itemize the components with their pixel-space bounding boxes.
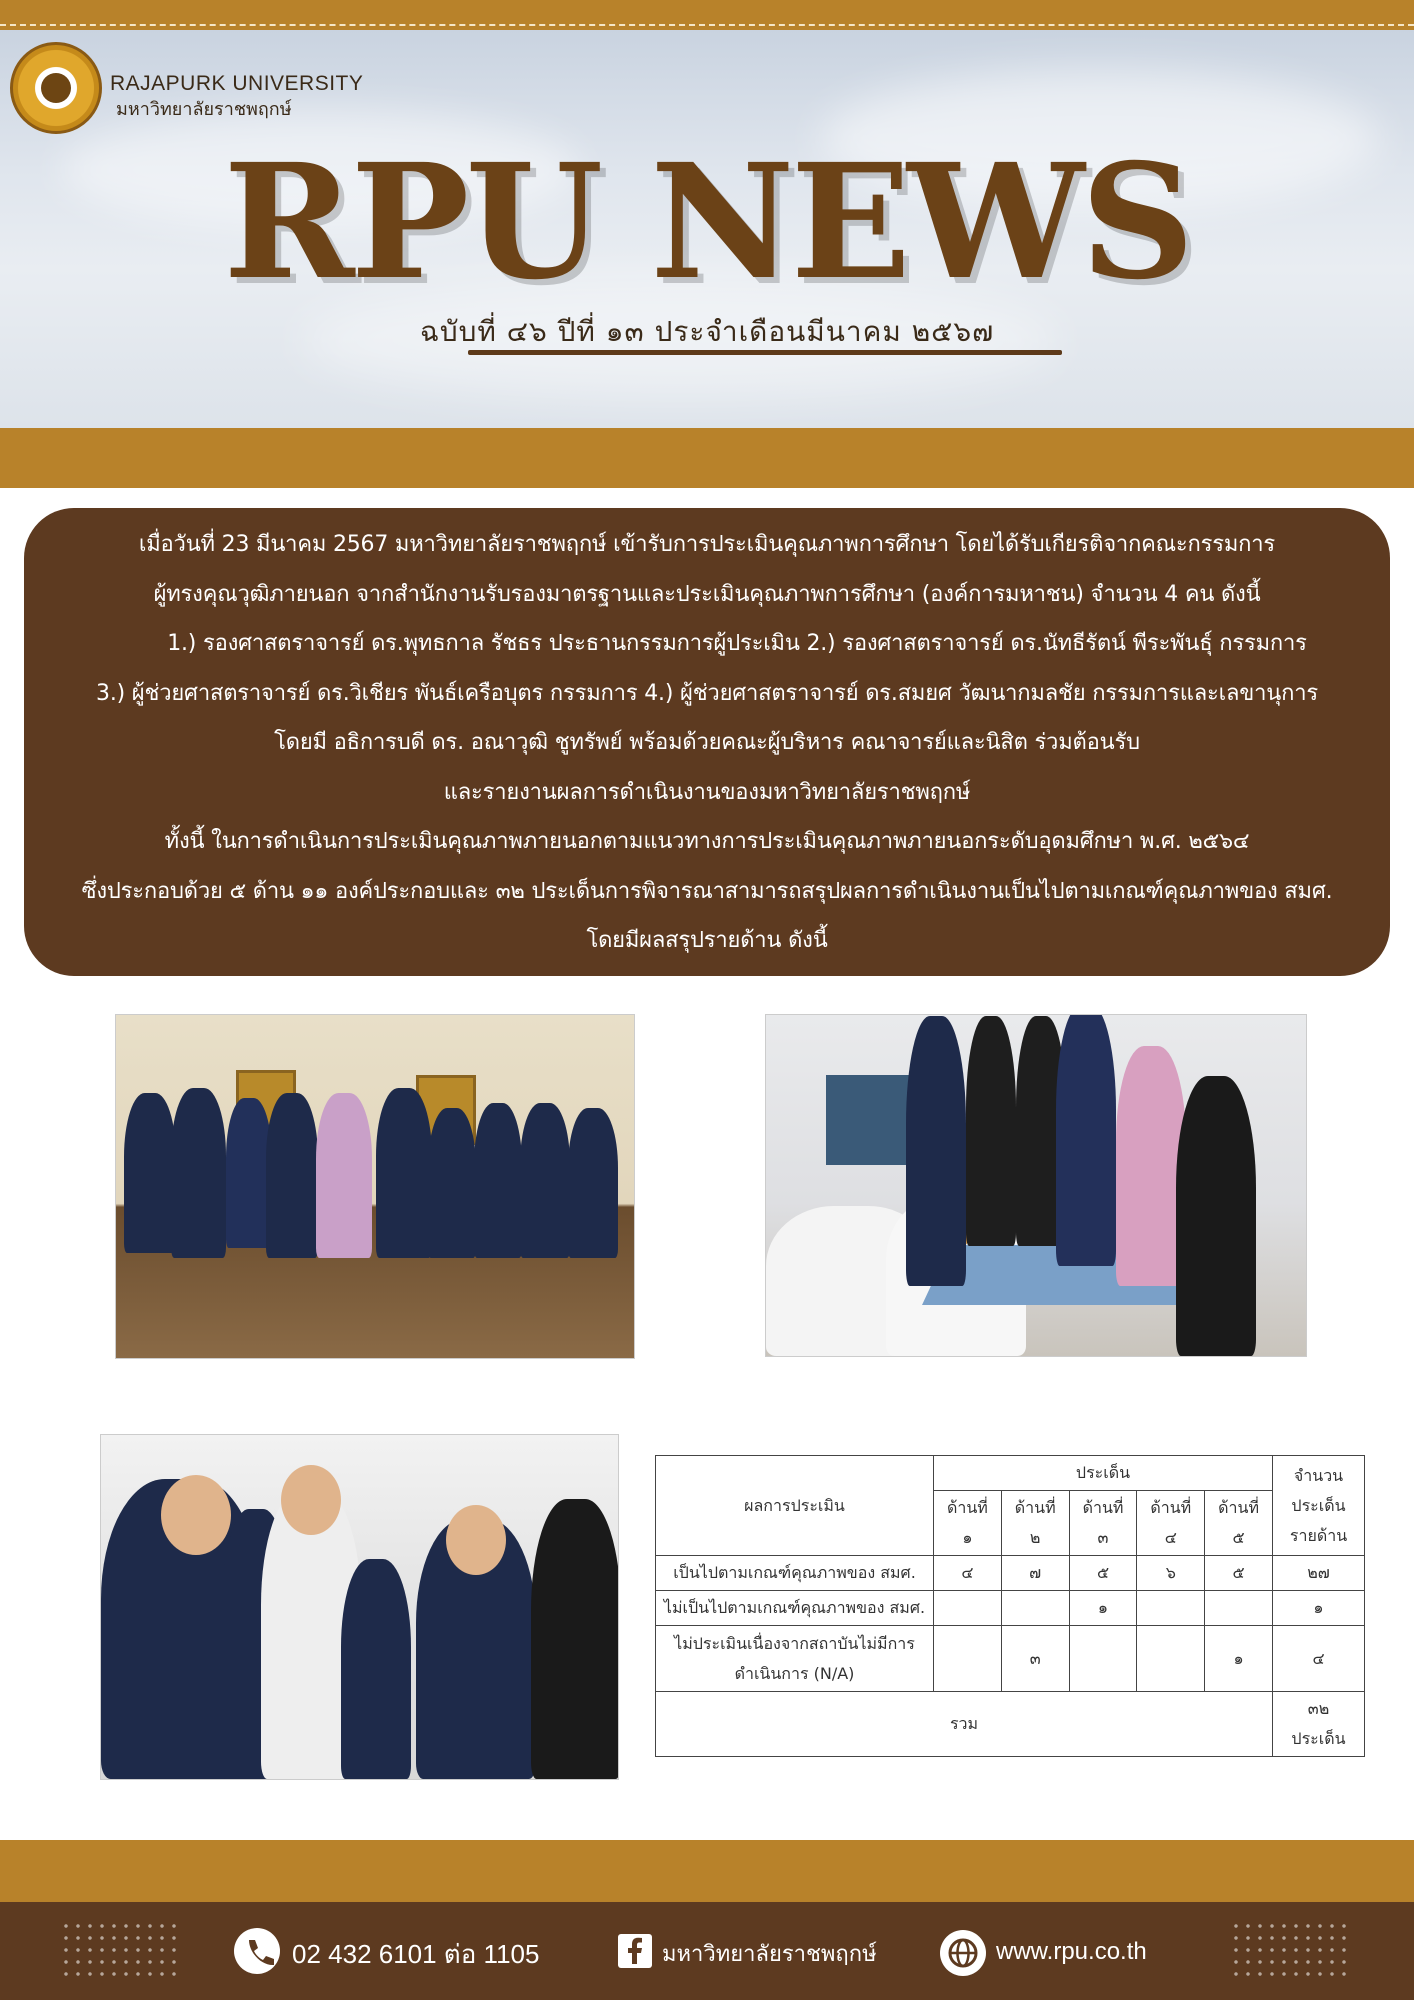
side-header: ด้านที่ ๔: [1137, 1491, 1205, 1556]
intro-line: ทั้งนี้ ในการดำเนินการประเมินคุณภาพภายนอกตามแนวทางการประเมินคุณภาพภายนอกระดับอุดมศึกษา พ.ศ. ๒๕๖๔: [164, 829, 1250, 854]
footer: [0, 1902, 1414, 2000]
photo-group-meeting: [115, 1014, 635, 1359]
facebook-icon: [618, 1934, 652, 1968]
intro-line: โดยมีผลสรุปรายด้าน ดังนี้: [586, 928, 828, 953]
university-name-th: มหาวิทยาลัยราชพฤกษ์: [116, 99, 292, 120]
footer-band: [0, 1840, 1414, 1902]
intro-line: 3.) ผู้ช่วยศาสตราจารย์ ดร.วิเชียร พันธ์เครือบุตร กรรมการ 4.) ผู้ช่วยศาสตราจารย์ ดร.สมยศ วัฒนากมลชัย กรรมการและเลขานุการ: [96, 680, 1318, 706]
photo-inspection: [765, 1014, 1307, 1357]
table-row: ไม่เป็นไปตามเกณฑ์คุณภาพของ สมศ. ๑ ๑: [656, 1591, 1365, 1626]
header-band: [0, 428, 1414, 488]
phone-icon: [234, 1928, 280, 1974]
facebook-page[interactable]: มหาวิทยาลัยราชพฤกษ์: [662, 1942, 877, 1967]
header-issue: ประเด็น: [934, 1456, 1273, 1491]
university-name-en: RAJAPURK UNIVERSITY: [110, 72, 364, 95]
intro-line: ซึ่งประกอบด้วย ๕ ด้าน ๑๑ องค์ประกอบและ ๓๒ ประเด็นการพิจารณาสามารถสรุปผลการดำเนินงานเป็นไปตามเกณฑ์คุณภาพของ สมศ.: [81, 878, 1333, 904]
globe-icon: [940, 1930, 986, 1976]
side-header: ด้านที่ ๓: [1069, 1491, 1137, 1556]
newsletter-title: RPU NEWS: [223, 130, 1191, 315]
header-total: จำนวน ประเด็น รายด้าน: [1273, 1456, 1365, 1556]
top-bar: [0, 0, 1414, 30]
intro-box: [24, 508, 1390, 976]
table-row: ไม่ประเมินเนื่องจากสถาบันไม่มีการ ดำเนินการ (N/A) ๓ ๑ ๔: [656, 1626, 1365, 1692]
intro-line: และรายงานผลการดำเนินงานของมหาวิทยาลัยราชพฤกษ์: [443, 779, 971, 805]
dashed-line: [0, 24, 1414, 26]
header-result: ผลการประเมิน: [656, 1456, 934, 1556]
intro-line: เมื่อวันที่ 23 มีนาคม 2567 มหาวิทยาลัยราชพฤกษ์ เข้ารับการประเมินคุณภาพการศึกษา โดยได้รับเกียรติจากคณะกรรมการ: [138, 532, 1276, 557]
dot-pattern: [60, 1920, 180, 1982]
table-sum-row: รวม ๓๒ ประเด็น: [656, 1692, 1365, 1757]
phone-number[interactable]: 02 432 6101 ต่อ 1105: [292, 1939, 540, 1969]
intro-line: 1.) รองศาสตราจารย์ ดร.พุทธกาล รัชธร ประธานกรรมการผู้ประเมิน 2.) รองศาสตราจารย์ ดร.นัทธีรัตน์ พีระพันธุ์ กรรมการ: [167, 631, 1307, 656]
side-header: ด้านที่ ๕: [1205, 1491, 1273, 1556]
website-link[interactable]: www.rpu.co.th: [996, 1938, 1147, 1965]
assessment-table: [655, 1455, 1365, 1757]
side-header: ด้านที่ ๒: [1001, 1491, 1069, 1556]
issue-underline: [468, 350, 1062, 355]
university-logo: [10, 42, 102, 134]
issue-info: ฉบับที่ ๔๖ ปีที่ ๑๓ ประจำเดือนมีนาคม ๒๕๖๗: [419, 315, 995, 348]
table-row: เป็นไปตามเกณฑ์คุณภาพของ สมศ. ๔ ๗ ๕ ๖ ๕ ๒๗: [656, 1556, 1365, 1591]
side-header: ด้านที่ ๑: [934, 1491, 1002, 1556]
dot-pattern: [1230, 1920, 1350, 1982]
intro-line: โดยมี อธิการบดี ดร. อณาวุฒิ ชูทรัพย์ พร้อมด้วยคณะผู้บริหาร คณาจารย์และนิสิต ร่วมต้อนรับ: [274, 730, 1140, 755]
photo-discussion: [100, 1434, 619, 1780]
intro-line: ผู้ทรงคุณวุฒิภายนอก จากสำนักงานรับรองมาตรฐานและประเมินคุณภาพการศึกษา (องค์การมหาชน) จำนวน 4 คน ดังนี้: [153, 581, 1261, 607]
